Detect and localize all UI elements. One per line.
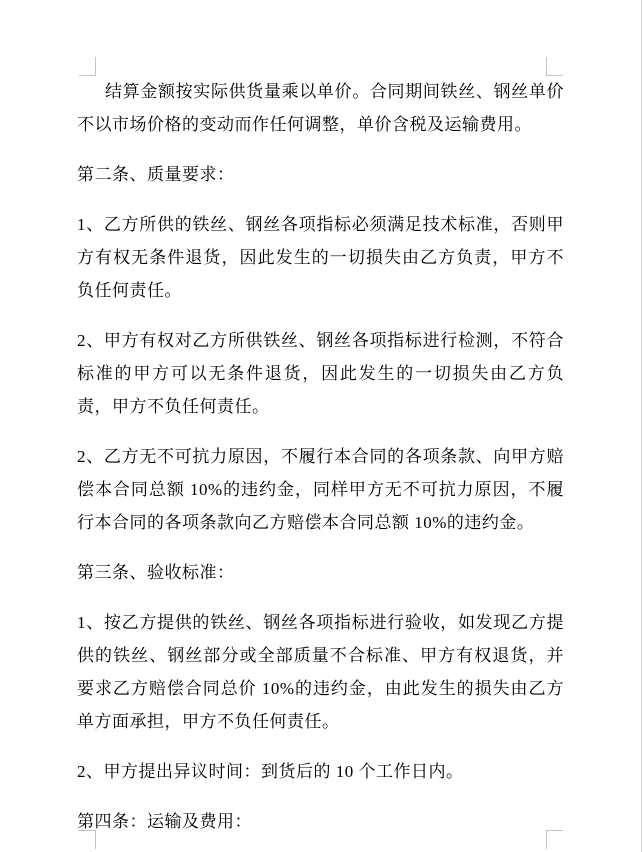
clause-2-2[interactable]: 2、甲方有权对乙方所供铁丝、钢丝各项指标进行检测，不符合标准的甲方可以无条件退货，因此发生的一切损失由乙方负责，甲方不负任何责任。 (77, 331, 564, 416)
paragraph-settlement[interactable]: 结算金额按实际供货量乘以单价。合同期间铁丝、钢丝单价不以市场价格的变动而作任何调整，单价含税及运输费用。 (77, 82, 564, 134)
crop-mark-top-right-icon (546, 57, 563, 76)
heading-article-3[interactable]: 第三条、验收标准： (77, 563, 235, 582)
crop-mark-top-left-icon (79, 57, 96, 76)
heading-article-2[interactable]: 第二条、质量要求： (77, 165, 235, 184)
clause-2-3[interactable]: 2、乙方无不可抗力原因，不履行本合同的各项条款、向甲方赔偿本合同总额 10%的违约金，同样甲方无不可抗力原因，不履行本合同的各项条款向乙方赔偿本合同总额 10%的违约金。 (77, 447, 564, 532)
clause-3-2[interactable]: 2、甲方提出异议时间：到货后的 10 个工作日内。 (77, 762, 464, 781)
clause-3-1[interactable]: 1、按乙方提供的铁丝、钢丝各项指标进行验收，如发现乙方提供的铁丝、钢丝部分或全部质量不合标准、甲方有权退货，并要求乙方赔偿合同总价 10%的违约金，由此发生的损失由乙方单方面承担，甲方不负任何责任。 (77, 613, 564, 731)
page-edge-line (641, 0, 642, 852)
document-text-area (77, 75, 564, 852)
clause-2-1[interactable]: 1、乙方所供的铁丝、钢丝各项指标必须满足技术标准，否则甲方有权无条件退货，因此发生的一切损失由乙方负责，甲方不负任何责任。 (77, 215, 564, 300)
heading-article-4[interactable]: 第四条：运输及费用： (77, 812, 252, 831)
